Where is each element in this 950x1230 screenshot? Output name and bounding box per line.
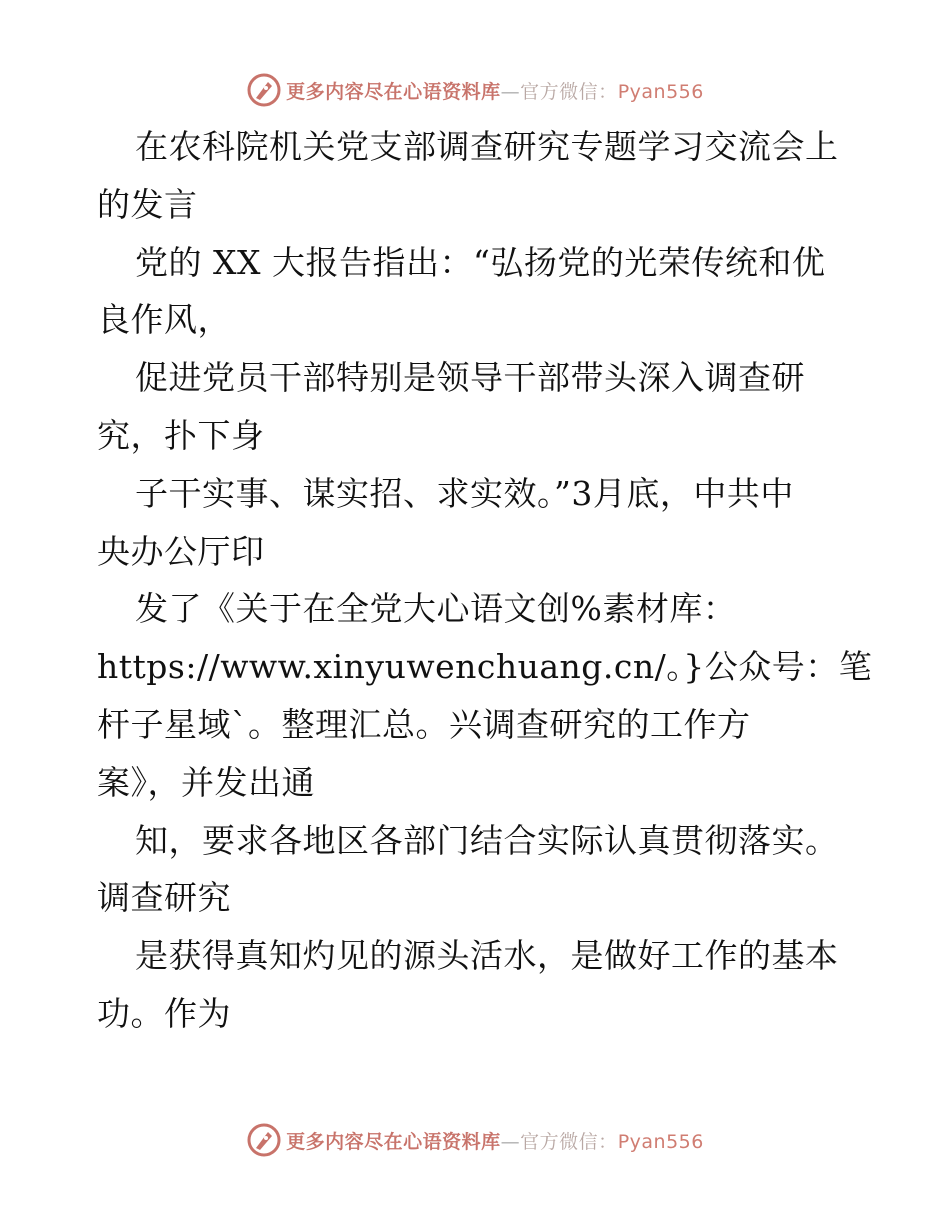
body-line: 知，要求各地区各部门结合实际认真贯彻落实。: [135, 820, 839, 860]
document-body: [97, 118, 887, 1043]
body-line: 子干实事、谋实招、求实效。”3月底，中共中: [135, 473, 794, 513]
body-line: 党的 XX 大报告指出：“弘扬党的光荣传统和优: [135, 242, 826, 282]
body-line: 发了《关于在全党大心语文创%素材库：: [135, 589, 737, 629]
body-line: 杆子星域`。整理汇总。兴调查研究的工作方: [97, 704, 751, 744]
banner-dash: —: [500, 80, 521, 103]
banner-wechat-id: Pyan556: [617, 1130, 704, 1153]
body-line: 调查研究: [97, 878, 231, 918]
body-line: https://www.xinyuwenchuang.cn/。}公众号：笔: [97, 647, 873, 687]
banner-main-text: 更多内容尽在心语资料库: [286, 1130, 501, 1153]
banner-text: [286, 77, 704, 104]
body-line: 促进党员干部特别是领导干部带头深入调查研: [135, 358, 805, 398]
pen-nib-logo-icon: [246, 1122, 282, 1158]
body-line: 央办公厅印: [97, 531, 265, 571]
footer-banner: [0, 1120, 950, 1160]
banner-text: [286, 1127, 704, 1154]
banner-wechat-id: Pyan556: [617, 80, 704, 103]
body-line: 案》，并发出通: [97, 762, 315, 802]
body-line: 功。作为: [97, 993, 231, 1033]
pen-nib-logo-icon: [246, 72, 282, 108]
banner-dash: —: [500, 1130, 521, 1153]
banner-wechat-label: 官方微信：: [520, 80, 618, 103]
banner-main-text: 更多内容尽在心语资料库: [286, 80, 501, 103]
banner-wechat-label: 官方微信：: [520, 1130, 618, 1153]
body-line: 的发言: [97, 184, 198, 224]
body-line: 在农科院机关党支部调查研究专题学习交流会上: [135, 127, 839, 166]
body-line: 良作风，: [97, 300, 231, 340]
body-line: 究，扑下身: [97, 415, 265, 455]
header-banner: [0, 70, 950, 110]
body-line: 是获得真知灼见的源头活水，是做好工作的基本: [135, 936, 839, 976]
